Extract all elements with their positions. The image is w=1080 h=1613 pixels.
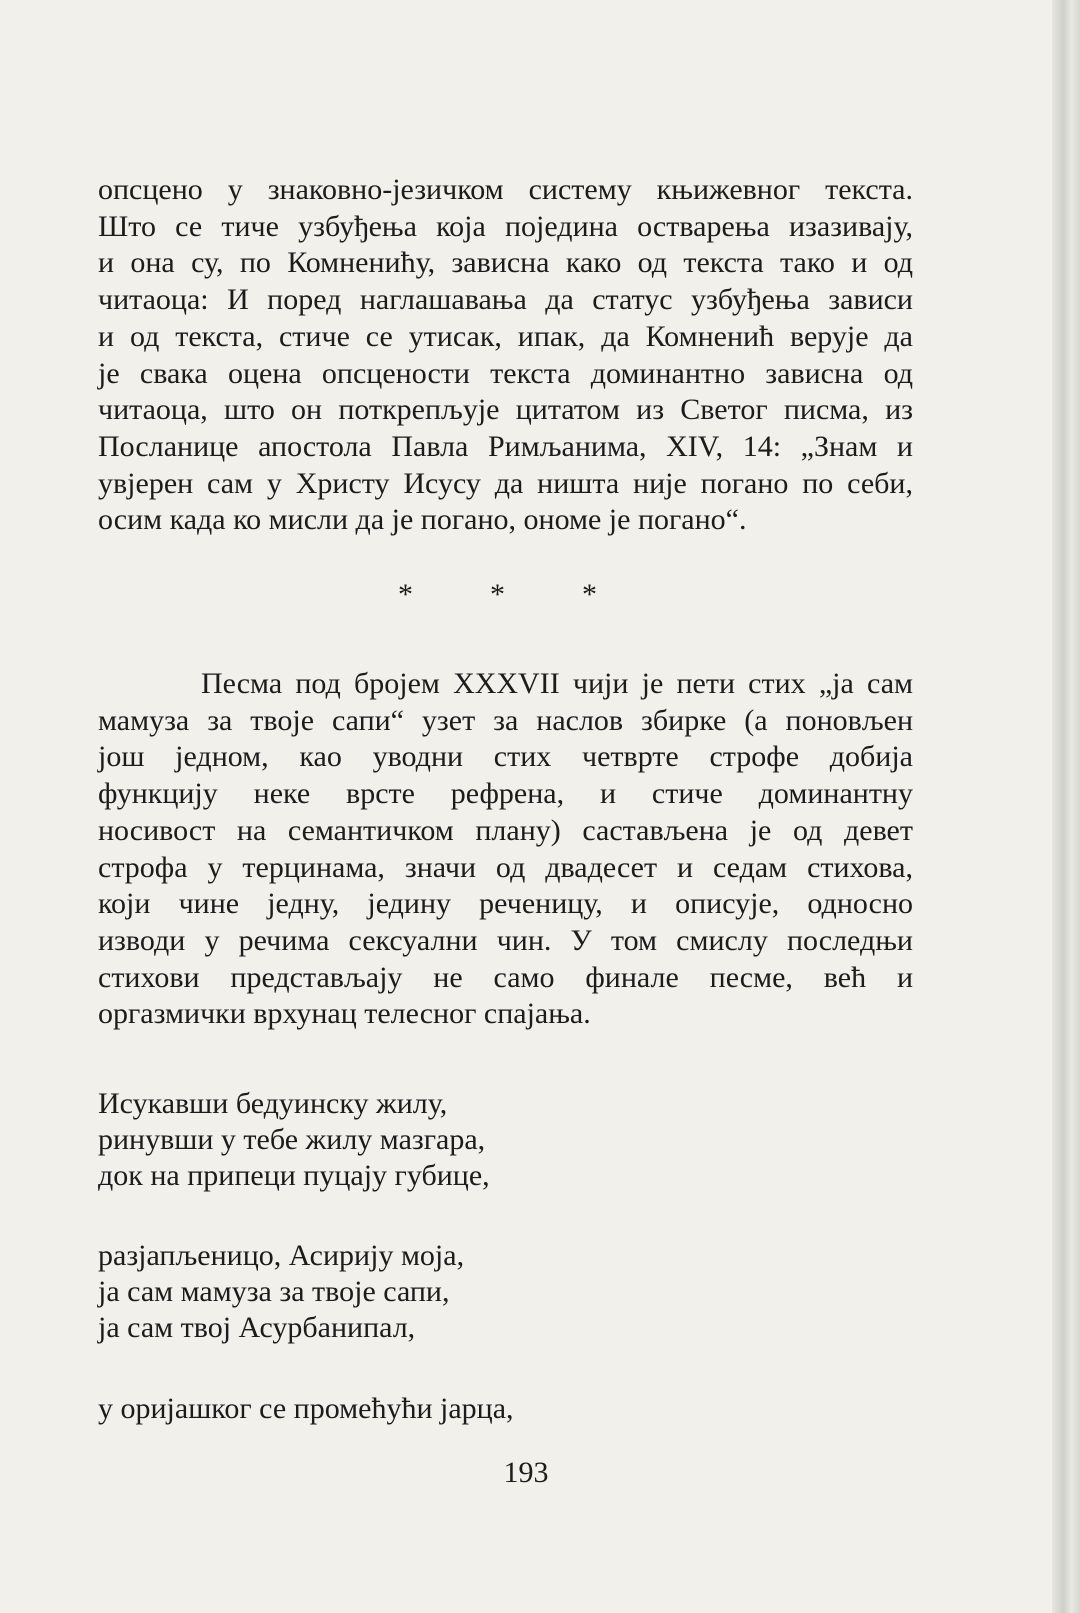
- verse-line: разјапљеницо, Асирију моја,: [98, 1239, 465, 1272]
- verse-line: Исукавши бедуинску жилу,: [98, 1087, 448, 1120]
- text-line: оргазмички врхунац телесног спајања.: [98, 997, 591, 1031]
- text-line: и од текста, стиче се утисак, ипак, да Комненић верује да: [98, 319, 913, 353]
- verse-stanza-2: [98, 1238, 798, 1346]
- text-line: Песма под бројем XXXVII чији је пети стих „ја сам: [201, 667, 913, 700]
- text-line: Што се тиче узбуђења која поједина остварења изазивају,: [98, 209, 913, 243]
- verse-stanza-1: [98, 1086, 798, 1194]
- text-line: Посланице апостола Павла Римљанима, XIV, 14: „Знам и: [98, 429, 913, 463]
- verse-line: у оријашког се промећући јарца,: [98, 1392, 514, 1425]
- text-line: осим када ко мисли да је погано, ономе је погано“.: [98, 503, 747, 537]
- paragraph-1: [98, 172, 913, 539]
- section-break-star: *: [398, 578, 413, 611]
- verse-line: ринувши у тебе жилу мазгара,: [98, 1123, 486, 1156]
- paragraph-2: [98, 666, 913, 1033]
- text-line: увјерен сам у Христу Исусу да ништа није погано по себи,: [98, 466, 913, 500]
- verse-line: ја сам мамуза за твоје сапи,: [98, 1275, 450, 1308]
- section-break-star: *: [582, 578, 597, 611]
- verse-line: ја сам твој Асурбанипал,: [98, 1311, 416, 1344]
- text-line: опсцено у знаковно-језичком систему књижевног текста.: [98, 173, 913, 206]
- text-line: функцију неке врсте рефрена, и стиче доминантну: [98, 777, 913, 811]
- text-line: још једном, као уводни стих четврте строфе добија: [98, 740, 913, 774]
- section-break-star: *: [490, 578, 505, 611]
- text-line: и она су, по Комненићу, зависна како од текста тако и од: [98, 246, 913, 280]
- text-line: који чине једну, једину реченицу, и описује, односно: [98, 887, 913, 921]
- text-line: је свака оцена опсцености текста доминантно зависна од: [98, 356, 913, 390]
- text-line: мамуза за твоје сапи“ узет за наслов збирке (а поновљен: [98, 703, 913, 737]
- text-line: строфа у терцинама, значи од двадесет и седам стихова,: [98, 850, 913, 884]
- text-line: читаоца: И поред наглашавања да статус узбуђења зависи: [98, 283, 913, 317]
- text-line: изводи у речима сексуални чин. У том смислу последњи: [98, 923, 913, 957]
- text-line: носивост на семантичком плану) састављена је од девет: [98, 813, 913, 847]
- verse-stanza-3: [98, 1391, 798, 1427]
- text-line: читаоца, што он поткрепљује цитатом из Светог писма, из: [98, 393, 913, 427]
- page-number: 193: [503, 1456, 549, 1489]
- page-edge: [1052, 0, 1080, 1613]
- text-line: стихови представљају не само финале песме, већ и: [98, 960, 913, 994]
- verse-line: док на припеци пуцају губице,: [98, 1159, 490, 1192]
